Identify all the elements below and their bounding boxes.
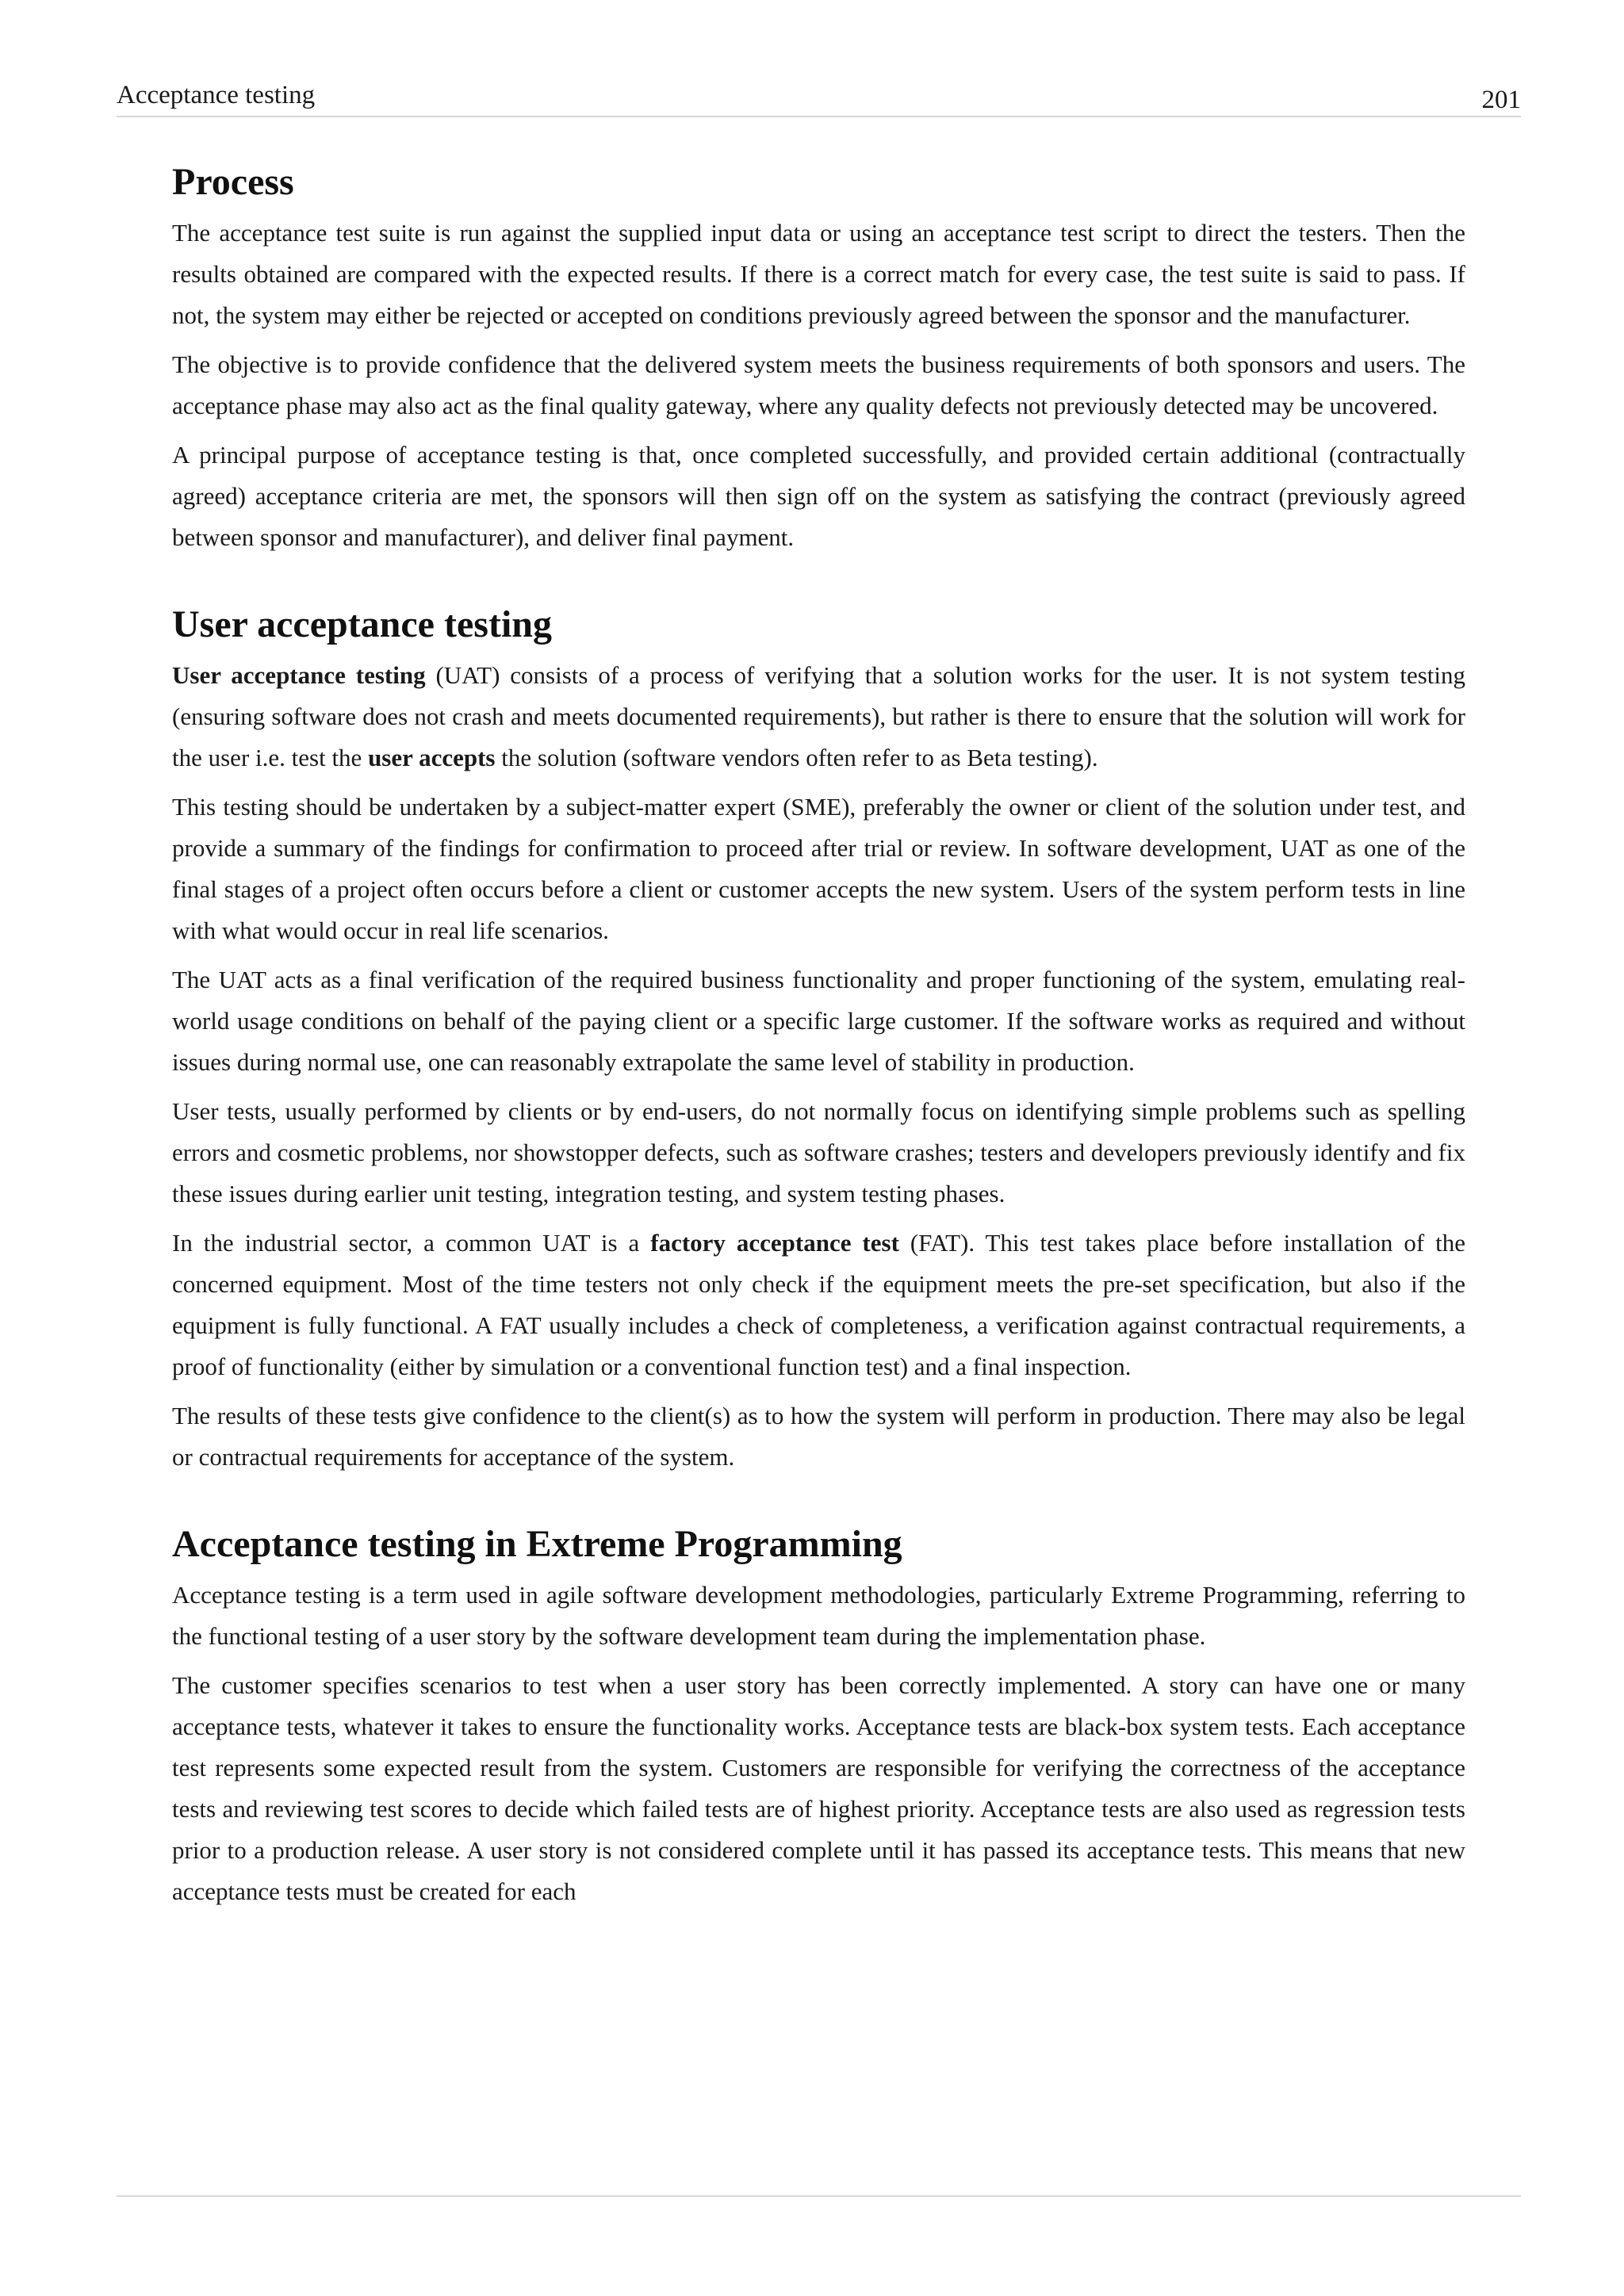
section-user-acceptance-testing [172,601,1465,1478]
running-title: Acceptance testing [117,81,316,109]
paragraph: The acceptance test suite is run against the supplied input data or using an acceptance test script to direct the testers. Then the results obtained are compared with the expected results. If there is a correct match for every case, the test suite is said to pass. If not, the system may either be rejected or accepted on conditions previously agreed between the sponsor and the manufacturer. [172,219,1465,329]
section-extreme-programming [172,1521,1465,1912]
section-process [172,159,1465,558]
paragraph [172,655,1465,779]
page-number: 201 [1481,86,1521,114]
bold-term: user accepts [368,744,496,771]
paragraph: A principal purpose of acceptance testing is that, once completed successfully, and provided certain additional (contractually agreed) acceptance criteria are met, the sponsors will then sign off on the system as satisfying the contract (previously agreed between sponsor and manufacturer), and deliver final payment. [172,441,1465,551]
paragraph: The UAT acts as a final verification of the required business functionality and proper functioning of the system, emulating real-world usage conditions on behalf of the paying client or a specific large customer. If the software works as required and without issues during normal use, one can reasonably extrapolate the same level of stability in production. [172,966,1465,1076]
paragraph: The results of these tests give confidence to the client(s) as to how the system will perform in production. There may also be legal or contractual requirements for acceptance of the system. [172,1402,1465,1471]
paragraph: Acceptance testing is a term used in agile software development methodologies, particularly Extreme Programming, referring to the functional testing of a user story by the software development team during the implementation phase. [172,1581,1465,1650]
bold-term: User acceptance testing [172,661,426,689]
footer-rule [117,2195,1521,2197]
paragraph [172,1223,1465,1387]
paragraph: The objective is to provide confidence that the delivered system meets the business requirements of both sponsors and users. The acceptance phase may also act as the final quality gateway, where any quality defects not previously detected may be uncovered. [172,350,1465,419]
paragraph: User tests, usually performed by clients or by end-users, do not normally focus on identifying simple problems such as spelling errors and cosmetic problems, nor showstopper defects, such as software crashes; testers and developers previously identify and fix these issues during earlier unit testing, integration testing, and system testing phases. [172,1097,1465,1207]
paragraph-text: the solution (software vendors often refer to as Beta testing). [495,744,1098,771]
section-heading-uat: User acceptance testing [172,603,552,645]
bold-term: factory acceptance test [650,1229,899,1257]
paragraph: This testing should be undertaken by a subject-matter expert (SME), preferably the owner or client of the solution under test, and provide a summary of the findings for confirmation to proceed after trial or review. In software development, UAT as one of the final stages of a project often occurs before a client or customer accepts the new system. Users of the system perform tests in line with what would occur in real life scenarios. [172,793,1465,944]
paragraph-text: (FAT). This test takes place before installation of the concerned equipment. Most of the time testers not only check if the equipment meets the pre-set specification, but also if the equipment is fully functional. A FAT usually includes a check of completeness, a verification against contractual requirements, a proof of functionality (either by simulation or a conventional function test) and a final inspection. [172,1229,1465,1380]
section-heading-xp: Acceptance testing in Extreme Programming [172,1523,902,1565]
paragraph: The customer specifies scenarios to test when a user story has been correctly implemented. A story can have one or many acceptance tests, whatever it takes to ensure the functionality works. Acceptance tests are black-box system tests. Each acceptance test represents some expected result from the system. Customers are responsible for verifying the correctness of the acceptance tests and reviewing test scores to decide which failed tests are of highest priority. Acceptance tests are also used as regression tests prior to a production release. A user story is not considered complete until it has passed its acceptance tests. This means that new acceptance tests must be created for each [172,1671,1465,1905]
section-heading-process: Process [172,161,294,203]
paragraph-text: In the industrial sector, a common UAT is a [172,1229,651,1257]
running-header [117,79,1521,117]
page-content [172,159,1465,1920]
paragraph-text: (UAT) consists of a process of verifying that a solution works for the user. It is not system testing (ensuring software does not crash and meets documented requirements), but rather is there to ensure that the solution will work for the user i.e. test the [172,661,1465,771]
